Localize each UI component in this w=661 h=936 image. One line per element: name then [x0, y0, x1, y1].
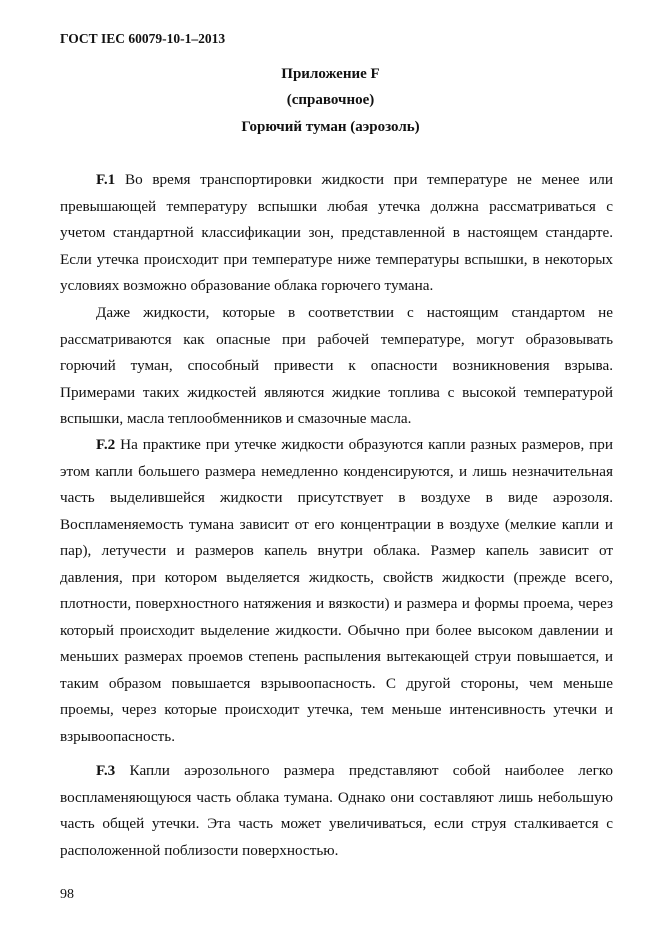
paragraph-f1-continued: [60, 300, 613, 433]
paragraph-text: Во время транспортировки жидкости при температуре не менее или превышающей температуру вспышки любая утечка должна рассматриваться с учетом стандартной классификации зон, представленной в настоящем стандарте. Если утечка происходит при температуре ниже температуры вспышки, в некоторых условиях возможно образование облака горючего тумана.: [60, 171, 613, 294]
clause-number: F.1: [96, 171, 116, 188]
clause-number: F.3: [96, 762, 116, 779]
appendix-subject: Горючий туман (аэрозоль): [241, 119, 420, 135]
appendix-type: (справочное): [286, 92, 375, 108]
paragraph-text: Капли аэрозольного размера представляют собой наиболее легко воспламеняющуюся часть облака тумана. Однако они составляют лишь небольшую часть общей утечки. Эта часть может увеличиваться, если струя сталкивается с расположенной поблизости поверхностью.: [60, 762, 613, 859]
paragraph-f2: [60, 432, 613, 750]
paragraph-text: Даже жидкости, которые в соответствии с настоящим стандартом не рассматриваются как опасные при рабочей температуре, могут образовывать горючий туман, способный привести к опасности возникновения взрыва. Примерами таких жидкостей являются жидкие топлива с высокой температурой вспышки, масла теплообменников и смазочные масла.: [60, 304, 613, 427]
page-number: 98: [60, 887, 74, 902]
appendix-title: Приложение F: [281, 66, 380, 82]
document-header: ГОСТ IEC 60079-10-1–2013: [60, 31, 226, 46]
paragraph-f3: [60, 758, 613, 864]
paragraph-f1: [60, 167, 613, 300]
clause-number: F.2: [96, 436, 116, 453]
paragraph-text: На практике при утечке жидкости образуются капли разных размеров, при этом капли большего размера немедленно конденсируются, и лишь незначительная часть выделившейся жидкости присутствует в воздухе в виде аэрозоля. Воспламеняемость тумана зависит от его концентрации в воздухе (мелкие капли и пар), летучести и размеров капель внутри облака. Размер капель зависит от давления, при котором выделяется жидкость, свойств жидкости (прежде всего, плотности, поверхностного натяжения и вязкости) и размера и формы проема, через который происходит выделение жидкости. Обычно при более высоком давлении и меньших размерах проемов степень распыления вытекающей струи повышается, и таким образом повышается взрывоопасность. С другой стороны, чем меньше проемы, через которые происходит утечка, тем меньше интенсивность утечки и взрывоопасность.: [60, 436, 613, 745]
